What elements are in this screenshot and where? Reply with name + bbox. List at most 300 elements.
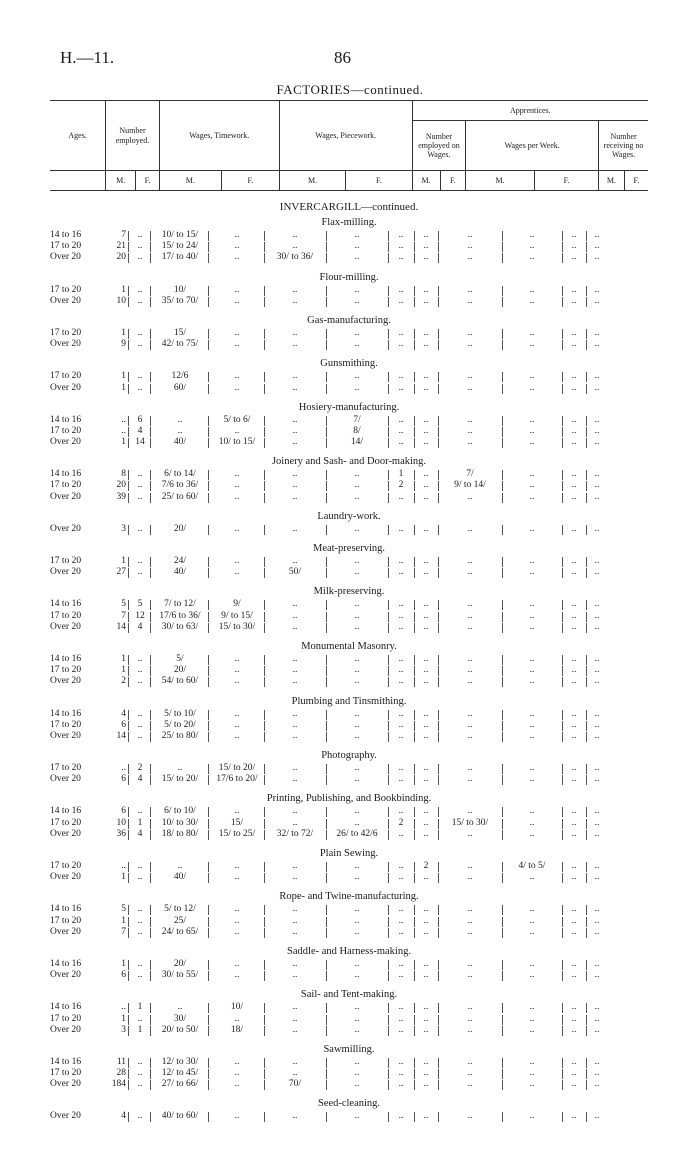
table-cell: 20/ — [173, 665, 187, 676]
column-rule — [128, 721, 129, 731]
table-cell: .. — [594, 491, 600, 502]
table-cell: 40/ — [173, 872, 187, 883]
age-cell: 17 to 20 — [50, 241, 82, 252]
table-cell: .. — [292, 480, 298, 491]
table-cell: .. — [594, 599, 600, 610]
table-cell: 27/ to 66/ — [161, 1079, 199, 1090]
column-rule — [150, 1080, 151, 1090]
table-cell: .. — [571, 371, 577, 382]
table-cell: 6/ to 14/ — [164, 469, 196, 480]
table-cell: .. — [234, 1056, 240, 1067]
table-cell: .. — [423, 719, 429, 730]
table-cell: .. — [292, 904, 298, 915]
column-rule — [128, 623, 129, 633]
table-cell: .. — [529, 567, 535, 578]
column-rule — [208, 666, 209, 676]
table-cell: 7 — [121, 610, 126, 621]
table-cell: .. — [398, 556, 404, 566]
table-cell: .. — [398, 1111, 404, 1122]
column-rule — [128, 1058, 129, 1068]
column-rule — [150, 721, 151, 731]
table-cell: .. — [467, 774, 473, 785]
table-cell: .. — [594, 382, 600, 393]
table-cell: .. — [354, 382, 360, 393]
table-row — [50, 829, 648, 840]
table-cell: .. — [292, 523, 298, 534]
table-cell: .. — [398, 567, 404, 578]
table-row — [50, 665, 648, 676]
table-cell: .. — [234, 523, 240, 534]
table-cell: .. — [467, 523, 473, 534]
table-cell: .. — [292, 621, 298, 632]
table-cell: 5/ — [176, 653, 184, 664]
table-cell: 7/ — [466, 469, 474, 480]
table-cell: .. — [423, 491, 429, 502]
column-rule — [208, 862, 209, 872]
table-cell: .. — [121, 425, 126, 436]
table-cell: .. — [354, 241, 360, 252]
age-cell: Over 20 — [50, 774, 81, 785]
column-rule — [150, 481, 151, 491]
table-cell: 15/ — [230, 817, 244, 828]
table-cell: .. — [529, 621, 535, 632]
table-cell: 2 — [398, 817, 404, 828]
table-cell: .. — [423, 599, 429, 610]
table-cell: .. — [137, 1079, 143, 1090]
table-row — [50, 622, 648, 633]
table-cell: .. — [571, 915, 577, 926]
table-cell: .. — [398, 599, 404, 610]
table-row — [50, 1079, 648, 1090]
column-rule — [208, 819, 209, 829]
table-cell: .. — [292, 708, 298, 719]
table-cell: 1 — [137, 1024, 143, 1035]
age-cell: 17 to 20 — [50, 665, 82, 676]
table-cell: .. — [354, 295, 360, 306]
table-cell: .. — [292, 295, 298, 306]
table-cell: .. — [571, 1079, 577, 1090]
column-rule — [208, 493, 209, 503]
table-cell: .. — [594, 252, 600, 263]
table-row — [50, 371, 648, 382]
column-rule — [150, 873, 151, 883]
column-rule — [128, 677, 129, 687]
column-rule — [208, 470, 209, 480]
column-rule — [150, 1015, 151, 1025]
table-cell: .. — [137, 491, 143, 502]
table-cell: 1 — [121, 371, 126, 382]
table-cell: 17/6 to 36/ — [159, 610, 201, 621]
header-number-employed: Number employed. — [106, 101, 160, 171]
table-cell: 40/ to 60/ — [161, 1111, 199, 1122]
column-rule — [150, 557, 151, 567]
table-cell: .. — [398, 872, 404, 883]
table-cell: .. — [571, 1111, 577, 1122]
column-rule — [150, 732, 151, 742]
table-cell: 3 — [121, 523, 126, 534]
table-cell: .. — [137, 241, 143, 252]
table-cell: .. — [354, 1056, 360, 1067]
table-row — [50, 1025, 648, 1036]
table-cell: .. — [137, 252, 143, 263]
column-rule — [208, 677, 209, 687]
table-cell: .. — [529, 230, 535, 240]
column-rule — [208, 830, 209, 840]
header-wages-timework: Wages, Timework. — [159, 101, 279, 171]
column-rule — [208, 655, 209, 665]
table-cell: .. — [571, 1056, 577, 1067]
table-cell: .. — [467, 872, 473, 883]
table-cell: 184 — [111, 1079, 126, 1090]
table-cell: .. — [292, 1111, 298, 1122]
industry-title: Laundry-work. — [317, 510, 381, 522]
table-cell: .. — [467, 926, 473, 937]
table-cell: .. — [594, 1024, 600, 1035]
industry-title: Sawmilling. — [323, 1043, 375, 1055]
table-cell: .. — [529, 915, 535, 926]
table-cell: .. — [354, 861, 360, 871]
table-cell: .. — [137, 730, 143, 741]
table-cell: .. — [467, 610, 473, 621]
column-rule — [128, 1112, 129, 1122]
age-cell: Over 20 — [50, 621, 81, 632]
industry-title: Rope- and Twine-manufacturing. — [279, 891, 419, 903]
column-rule — [208, 1015, 209, 1025]
table-cell: .. — [529, 1013, 535, 1024]
column-rule — [128, 340, 129, 350]
table-cell: .. — [594, 676, 600, 687]
table-cell: .. — [423, 230, 429, 240]
table-cell: .. — [137, 653, 143, 664]
table-cell: .. — [398, 295, 404, 306]
column-rule — [128, 297, 129, 307]
table-cell: .. — [423, 425, 429, 436]
table-cell: .. — [571, 926, 577, 937]
column-rule — [128, 873, 129, 883]
header-blank — [50, 171, 106, 191]
column-rule — [150, 905, 151, 915]
column-rule — [208, 732, 209, 742]
column-rule — [150, 416, 151, 426]
table-cell: 9/ to 14/ — [454, 480, 486, 491]
column-rule — [208, 329, 209, 339]
table-cell: 1 — [121, 437, 126, 448]
age-cell: 17 to 20 — [50, 327, 82, 338]
table-cell: .. — [354, 817, 360, 828]
table-cell: .. — [234, 861, 240, 871]
table-cell: .. — [467, 230, 473, 240]
table-cell: 2 — [398, 480, 404, 491]
table-cell: 1 — [137, 817, 143, 828]
table-cell: .. — [529, 241, 535, 252]
table-cell: .. — [292, 382, 298, 393]
table-cell: 30/ — [173, 1013, 187, 1024]
column-rule — [128, 1015, 129, 1025]
table-cell: .. — [354, 665, 360, 676]
age-cell: Over 20 — [50, 676, 81, 687]
table-cell: 32/ to 72/ — [276, 828, 314, 839]
table-cell: .. — [234, 567, 240, 578]
table-cell: 1 — [398, 469, 404, 480]
column-rule — [208, 384, 209, 394]
table-row — [50, 230, 648, 241]
table-cell: .. — [398, 665, 404, 676]
table-cell: .. — [571, 599, 577, 610]
table-cell: .. — [594, 915, 600, 926]
table-cell: .. — [571, 252, 577, 263]
table-cell: .. — [234, 241, 240, 252]
table-cell: .. — [467, 970, 473, 981]
table-cell: 4 — [137, 774, 143, 785]
table-cell: .. — [571, 339, 577, 350]
column-rule — [208, 1069, 209, 1079]
table-row — [50, 872, 648, 883]
table-row — [50, 241, 648, 252]
table-cell: 20/ — [173, 958, 187, 969]
column-rule — [208, 416, 209, 426]
age-cell: 17 to 20 — [50, 284, 82, 295]
table-cell: 28 — [116, 1068, 126, 1079]
table-cell: .. — [423, 523, 429, 534]
age-cell: Over 20 — [50, 872, 81, 883]
table-cell: .. — [177, 763, 183, 774]
table-cell: .. — [571, 414, 577, 425]
table-cell: .. — [467, 828, 473, 839]
table-cell: .. — [571, 958, 577, 969]
table-cell: 6 — [121, 774, 126, 785]
table-cell: 10/ to 30/ — [161, 817, 199, 828]
table-cell: 39 — [116, 491, 126, 502]
header-m: M. — [466, 171, 535, 191]
table-cell: 10/ — [173, 284, 187, 295]
table-cell: .. — [137, 480, 143, 491]
table-row — [50, 676, 648, 687]
table-cell: .. — [354, 371, 360, 382]
table-cell: .. — [423, 774, 429, 785]
table-cell: .. — [529, 284, 535, 295]
table-cell: .. — [354, 469, 360, 480]
table-cell: 42/ to 75/ — [161, 339, 199, 350]
table-cell: .. — [529, 599, 535, 610]
column-rule — [150, 1003, 151, 1013]
header-wages-piecework: Wages, Piecework. — [279, 101, 412, 171]
age-cell: 14 to 16 — [50, 414, 82, 425]
table-cell: .. — [234, 339, 240, 350]
table-cell: .. — [292, 1002, 298, 1013]
table-cell: .. — [467, 1002, 473, 1013]
table-cell: 15/ — [173, 327, 187, 338]
table-cell: .. — [571, 828, 577, 839]
age-cell: 14 to 16 — [50, 1002, 82, 1013]
table-cell: .. — [292, 1024, 298, 1035]
column-rule — [150, 493, 151, 503]
table-cell: .. — [467, 327, 473, 338]
table-cell: .. — [137, 665, 143, 676]
table-cell: .. — [571, 806, 577, 817]
table-row — [50, 916, 648, 927]
table-cell: .. — [594, 1056, 600, 1067]
column-rule — [150, 1026, 151, 1036]
table-cell: .. — [234, 1068, 240, 1079]
table-cell: 15/ to 20/ — [218, 763, 256, 774]
industry-title: Sail- and Tent-making. — [300, 989, 398, 1001]
table-cell: .. — [529, 425, 535, 436]
table-cell: 4/ to 5/ — [518, 861, 546, 871]
table-cell: .. — [292, 1013, 298, 1024]
table-cell: .. — [571, 1002, 577, 1013]
table-cell: .. — [571, 469, 577, 480]
table-cell: .. — [423, 1079, 429, 1090]
industry-title: Flax-milling. — [321, 217, 377, 228]
table-cell: 14 — [135, 437, 145, 448]
table-row — [50, 1002, 648, 1013]
table-cell: .. — [594, 828, 600, 839]
table-cell: .. — [423, 708, 429, 719]
table-cell: 18/ — [230, 1024, 244, 1035]
column-rule — [128, 231, 129, 241]
table-cell: .. — [467, 599, 473, 610]
table-cell: .. — [467, 665, 473, 676]
table-cell: .. — [137, 958, 143, 969]
table-cell: .. — [177, 425, 183, 436]
table-cell: .. — [137, 230, 143, 240]
table-cell: 10 — [116, 295, 126, 306]
table-row — [50, 492, 648, 503]
table-cell: .. — [234, 719, 240, 730]
table-cell: 24/ to 65/ — [161, 926, 199, 937]
table-cell: .. — [529, 339, 535, 350]
table-cell: .. — [467, 295, 473, 306]
column-rule — [208, 971, 209, 981]
age-cell: 14 to 16 — [50, 469, 82, 480]
table-row — [50, 1068, 648, 1079]
table-cell: .. — [292, 610, 298, 621]
table-cell: .. — [571, 567, 577, 578]
table-cell: .. — [234, 252, 240, 263]
column-rule — [128, 807, 129, 817]
table-cell: .. — [398, 915, 404, 926]
table-cell: .. — [571, 610, 577, 621]
header-m: M. — [159, 171, 221, 191]
table-cell: .. — [529, 1079, 535, 1090]
column-rule — [208, 917, 209, 927]
industry-title: Seed-cleaning. — [317, 1098, 381, 1110]
table-cell: .. — [529, 926, 535, 937]
table-cell: .. — [594, 523, 600, 534]
table-cell: .. — [467, 915, 473, 926]
table-cell: .. — [292, 230, 298, 240]
table-cell: 35/ to 70/ — [161, 295, 199, 306]
table-cell: .. — [398, 1013, 404, 1024]
table-cell: 26/ to 42/6 — [336, 828, 378, 839]
table-cell: .. — [234, 425, 240, 436]
table-cell: .. — [398, 230, 404, 240]
age-cell: 14 to 16 — [50, 1056, 82, 1067]
table-cell: .. — [423, 904, 429, 915]
age-cell: 17 to 20 — [50, 1068, 82, 1079]
table-cell: .. — [529, 252, 535, 263]
table-cell: .. — [571, 491, 577, 502]
table-cell: .. — [234, 1013, 240, 1024]
column-rule — [128, 764, 129, 774]
table-cell: .. — [467, 1013, 473, 1024]
age-cell: Over 20 — [50, 491, 81, 502]
table-cell: .. — [292, 774, 298, 785]
table-cell: 4 — [137, 621, 143, 632]
table-cell: .. — [571, 327, 577, 338]
age-cell: Over 20 — [50, 252, 81, 263]
age-cell: 14 to 16 — [50, 653, 82, 664]
column-rule — [150, 960, 151, 970]
industry-title: Meat-preserving. — [312, 543, 385, 554]
table-cell: 21 — [116, 241, 126, 252]
table-cell: .. — [137, 676, 143, 687]
table-cell: .. — [467, 382, 473, 393]
table-cell: .. — [529, 774, 535, 785]
table-cell: .. — [594, 1111, 600, 1122]
table-cell: .. — [423, 284, 429, 295]
industry-title: Hosiery-manufacturing. — [298, 401, 400, 413]
table-cell: 3 — [121, 1024, 126, 1035]
table-cell: .. — [423, 241, 429, 252]
table-cell: .. — [354, 774, 360, 785]
column-rule — [128, 819, 129, 829]
table-cell: .. — [398, 425, 404, 436]
table-row — [50, 654, 648, 665]
table-cell: 9 — [121, 339, 126, 350]
table-cell: .. — [137, 371, 143, 382]
table-cell: 5 — [121, 904, 126, 915]
table-cell: .. — [467, 730, 473, 741]
table-cell: .. — [137, 327, 143, 338]
column-rule — [208, 525, 209, 535]
table-cell: .. — [137, 806, 143, 817]
table-cell: .. — [571, 295, 577, 306]
table-cell: .. — [594, 469, 600, 480]
column-rule — [208, 905, 209, 915]
table-cell: .. — [354, 708, 360, 719]
column-rule — [150, 666, 151, 676]
table-cell: .. — [529, 872, 535, 883]
table-cell: .. — [137, 904, 143, 915]
column-rule — [150, 253, 151, 263]
header-ages: Ages. — [50, 101, 106, 171]
industry-title: Flour-milling. — [319, 271, 379, 283]
column-rule — [150, 600, 151, 610]
table-cell: .. — [467, 1068, 473, 1079]
table-cell: .. — [423, 676, 429, 687]
table-cell: .. — [529, 1111, 535, 1122]
column-rule — [150, 470, 151, 480]
table-cell: .. — [423, 926, 429, 937]
table-cell: .. — [423, 567, 429, 578]
column-rule — [150, 525, 151, 535]
column-rule — [128, 1069, 129, 1079]
table-cell: .. — [467, 904, 473, 915]
table-cell: .. — [354, 1013, 360, 1024]
table-cell: .. — [594, 425, 600, 436]
table-cell: .. — [292, 926, 298, 937]
table-cell: .. — [354, 1068, 360, 1079]
table-cell: .. — [234, 730, 240, 741]
column-rule — [128, 666, 129, 676]
table-cell: .. — [594, 763, 600, 774]
column-rule — [128, 416, 129, 426]
table-cell: .. — [423, 556, 429, 566]
table-cell: .. — [398, 1079, 404, 1090]
table-row — [50, 252, 648, 263]
table-cell: .. — [177, 861, 183, 871]
